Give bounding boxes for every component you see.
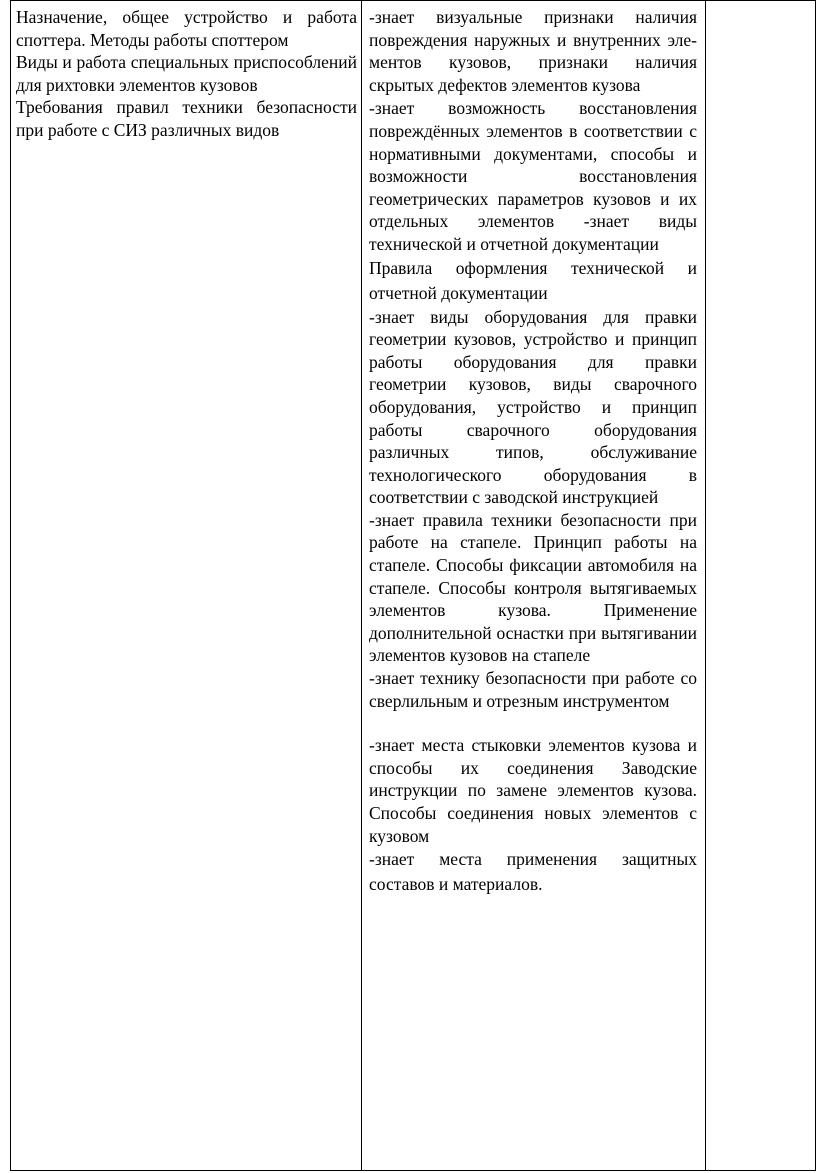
topics-cell (11, 1, 362, 1171)
table-row (11, 1, 816, 1171)
knowledge-paragraph: -знает технику безопасности при работе со сверлильным и отрезным инструментом (369, 668, 697, 711)
knowledge-paragraph: -знает места применения защитных составов и материалов. (369, 849, 697, 895)
competency-table (10, 0, 816, 1171)
topic-paragraph: Требования правил техники безопасности при работе с СИЗ различных видов (16, 97, 357, 140)
knowledge-paragraph: -знает правила техники безопасности при работе на стапеле. Принцип работы на стапеле. Способы фиксации автомобиля на стапеле. Способы контроля вытягиваемых элементов кузова. Применение дополнительной оснастки при вытягивании элементов кузовов на стапеле (369, 509, 697, 666)
knowledge-paragraph: -знает визуальные признаки наличия повреждения наружных и внутренних эле-ментов кузовов, признаки наличия скрытых дефектов элементов кузова (369, 7, 697, 95)
topic-paragraph: Виды и работа специальных приспособлений для рихтовки элементов кузовов (16, 52, 357, 95)
empty-cell (706, 1, 816, 1171)
knowledge-paragraph: Правила оформления технической и отчетной документации (369, 257, 697, 303)
paragraph-spacer (369, 712, 697, 734)
knowledge-cell (362, 1, 706, 1171)
knowledge-paragraph: -знает возможность восстановления повреждённых элементов в соответствии с нормативными документами, способы и возможности восстановления геометрических параметров кузовов и их отдельных элементов -знает виды технической и отчетной документации (369, 98, 697, 254)
topic-paragraph: Назначение, общее устройство и работа споттера. Методы работы споттером (16, 7, 357, 50)
knowledge-paragraph: -знает места стыковки элементов кузова и способы их соединения Заводские инструкции по замене элементов кузова. Способы соединения новых элементов с кузовом (369, 735, 697, 846)
knowledge-paragraph: -знает виды оборудования для правки геометрии кузовов, устройство и принцип работы оборудования для правки геометрии кузовов, виды сварочного оборудования, устройство и принцип работы сварочного оборудования различных типов, обслуживание технологического оборудования в соответствии с заводской инструкцией (369, 306, 697, 508)
